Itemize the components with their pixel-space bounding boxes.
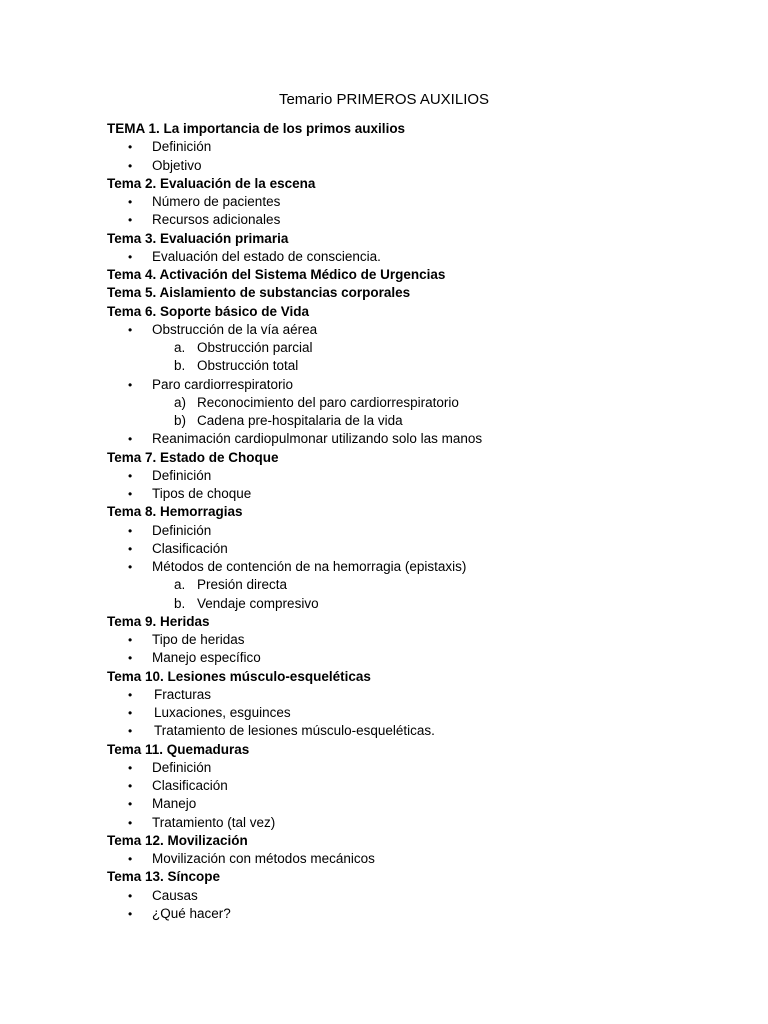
list-item-text: Definición <box>152 467 212 483</box>
bullet-icon: • <box>128 815 133 830</box>
bullet-icon: • <box>128 852 133 866</box>
sub-item-text: Reconocimiento del paro cardiorrespiratorio <box>197 394 459 410</box>
list-item-text: Clasificación <box>152 778 228 793</box>
topic-heading: Tema 13. Síncope <box>107 869 221 885</box>
list-item-text: Tipo de heridas <box>152 632 245 647</box>
sub-item-text: Vendaje compresivo <box>197 595 319 611</box>
sub-item-marker: a. <box>174 340 186 355</box>
list-item <box>107 485 747 503</box>
list-item-text: ¿Qué hacer? <box>152 905 231 921</box>
bullet-icon: • <box>128 724 133 739</box>
list-item <box>107 157 747 175</box>
list-item <box>107 722 747 740</box>
topic-heading: Tema 12. Movilización <box>107 832 248 848</box>
bullet-icon: • <box>128 779 133 793</box>
list-item <box>107 631 747 649</box>
bullet-icon: • <box>128 706 133 720</box>
list-item-text: Reanimación cardiopulmonar utilizando solo las manos <box>152 431 483 447</box>
list-item-text: Manejo específico <box>152 650 261 666</box>
list-item-text: Métodos de contención de na hemorragia (epistaxis) <box>152 559 467 574</box>
list-item <box>107 467 747 485</box>
topic-heading: Tema 6. Soporte básico de Vida <box>107 303 310 319</box>
sub-list-item <box>107 412 747 430</box>
topic-heading: Tema 7. Estado de Choque <box>107 449 279 465</box>
list-item-text: Número de pacientes <box>152 194 281 209</box>
list-item <box>107 777 747 795</box>
bullet-icon: • <box>128 906 133 921</box>
bullet-icon: • <box>128 651 133 666</box>
bullet-icon: • <box>128 560 133 574</box>
bullet-icon: • <box>128 487 133 501</box>
topic-heading: Tema 5. Aislamiento de substancias corporales <box>107 285 411 301</box>
topic-heading: Tema 3. Evaluación primaria <box>107 230 289 246</box>
document-title: Temario PRIMEROS AUXILIOS <box>278 91 490 108</box>
list-item-text: Tratamiento (tal vez) <box>152 814 276 830</box>
sub-list-item <box>107 576 747 594</box>
list-item-text: Paro cardiorrespiratorio <box>152 376 294 392</box>
list-item-text: Definición <box>152 522 212 538</box>
bullet-icon: • <box>128 432 133 447</box>
sub-item-marker: a) <box>174 394 187 410</box>
bullet-icon: • <box>128 888 133 903</box>
list-item <box>107 814 747 832</box>
topic-heading: Tema 11. Quemaduras <box>107 741 250 757</box>
list-item-text: Objetivo <box>152 157 202 173</box>
list-item <box>107 649 747 667</box>
sub-item-text: Obstrucción parcial <box>197 340 313 355</box>
list-item-text: Manejo <box>152 796 197 812</box>
topic-heading: Tema 4. Activación del Sistema Médico de Urgencias <box>107 267 446 282</box>
list-item <box>107 759 747 777</box>
bullet-icon: • <box>128 213 133 228</box>
list-item <box>107 376 747 394</box>
list-item <box>107 686 747 704</box>
sub-item-marker: a. <box>174 577 186 593</box>
sub-item-text: Presión directa <box>197 577 288 593</box>
list-item-text: Tipos de choque <box>152 486 252 501</box>
list-item-text: Clasificación <box>152 540 228 556</box>
list-item <box>107 704 747 722</box>
sub-item-text: Cadena pre-hospitalaria de la vida <box>197 413 403 428</box>
list-item <box>107 558 747 576</box>
topic-heading: Tema 8. Hemorragias <box>107 504 243 520</box>
bullet-icon: • <box>128 377 133 392</box>
bullet-icon: • <box>128 249 133 264</box>
bullet-icon: • <box>128 797 133 812</box>
sub-item-marker: b. <box>174 358 186 374</box>
bullet-icon: • <box>128 633 133 647</box>
list-item-text: Obstrucción de la vía aérea <box>152 321 318 337</box>
list-item-text: Evaluación del estado de consciencia. <box>152 248 381 264</box>
sub-list-item <box>107 595 747 613</box>
list-item <box>107 887 747 905</box>
list-item-text: Definición <box>152 139 212 155</box>
topic-heading: TEMA 1. La importancia de los primos auxilios <box>107 121 406 136</box>
bullet-icon: • <box>128 140 133 155</box>
list-item <box>107 211 747 229</box>
bullet-icon: • <box>128 760 133 775</box>
sub-item-text: Obstrucción total <box>197 358 299 374</box>
bullet-icon: • <box>128 468 133 483</box>
list-item <box>107 850 747 868</box>
list-item <box>107 905 747 923</box>
bullet-icon: • <box>128 541 133 556</box>
list-item <box>107 795 747 813</box>
list-item <box>107 248 747 266</box>
topic-heading: Tema 10. Lesiones músculo-esqueléticas <box>107 668 371 684</box>
list-item <box>107 522 747 540</box>
topic-heading: Tema 9. Heridas <box>107 613 210 629</box>
sub-list-item <box>107 394 747 412</box>
sub-item-marker: b. <box>174 595 186 611</box>
list-item-text: Recursos adicionales <box>152 212 281 228</box>
bullet-icon: • <box>128 523 133 538</box>
bullet-icon: • <box>128 158 133 173</box>
list-item-text: Movilización con métodos mecánicos <box>152 851 375 866</box>
list-item <box>107 321 747 339</box>
bullet-icon: • <box>128 195 133 209</box>
list-item <box>107 193 747 211</box>
bullet-icon: • <box>128 322 133 337</box>
list-item <box>107 430 747 448</box>
bullet-icon: • <box>128 687 133 702</box>
list-item-text: Tratamiento de lesiones músculo-esqueléticas. <box>154 723 435 739</box>
list-item-text: Definición <box>152 759 212 775</box>
sub-list-item <box>107 339 747 357</box>
syllabus-list <box>107 120 747 923</box>
sub-item-marker: b) <box>174 413 187 428</box>
list-item-text: Fracturas <box>154 686 212 702</box>
list-item-text: Causas <box>152 887 198 903</box>
sub-list-item <box>107 357 747 375</box>
list-item <box>107 138 747 156</box>
list-item <box>107 540 747 558</box>
list-item-text: Luxaciones, esguinces <box>154 705 291 720</box>
topic-heading: Tema 2. Evaluación de la escena <box>107 175 316 191</box>
